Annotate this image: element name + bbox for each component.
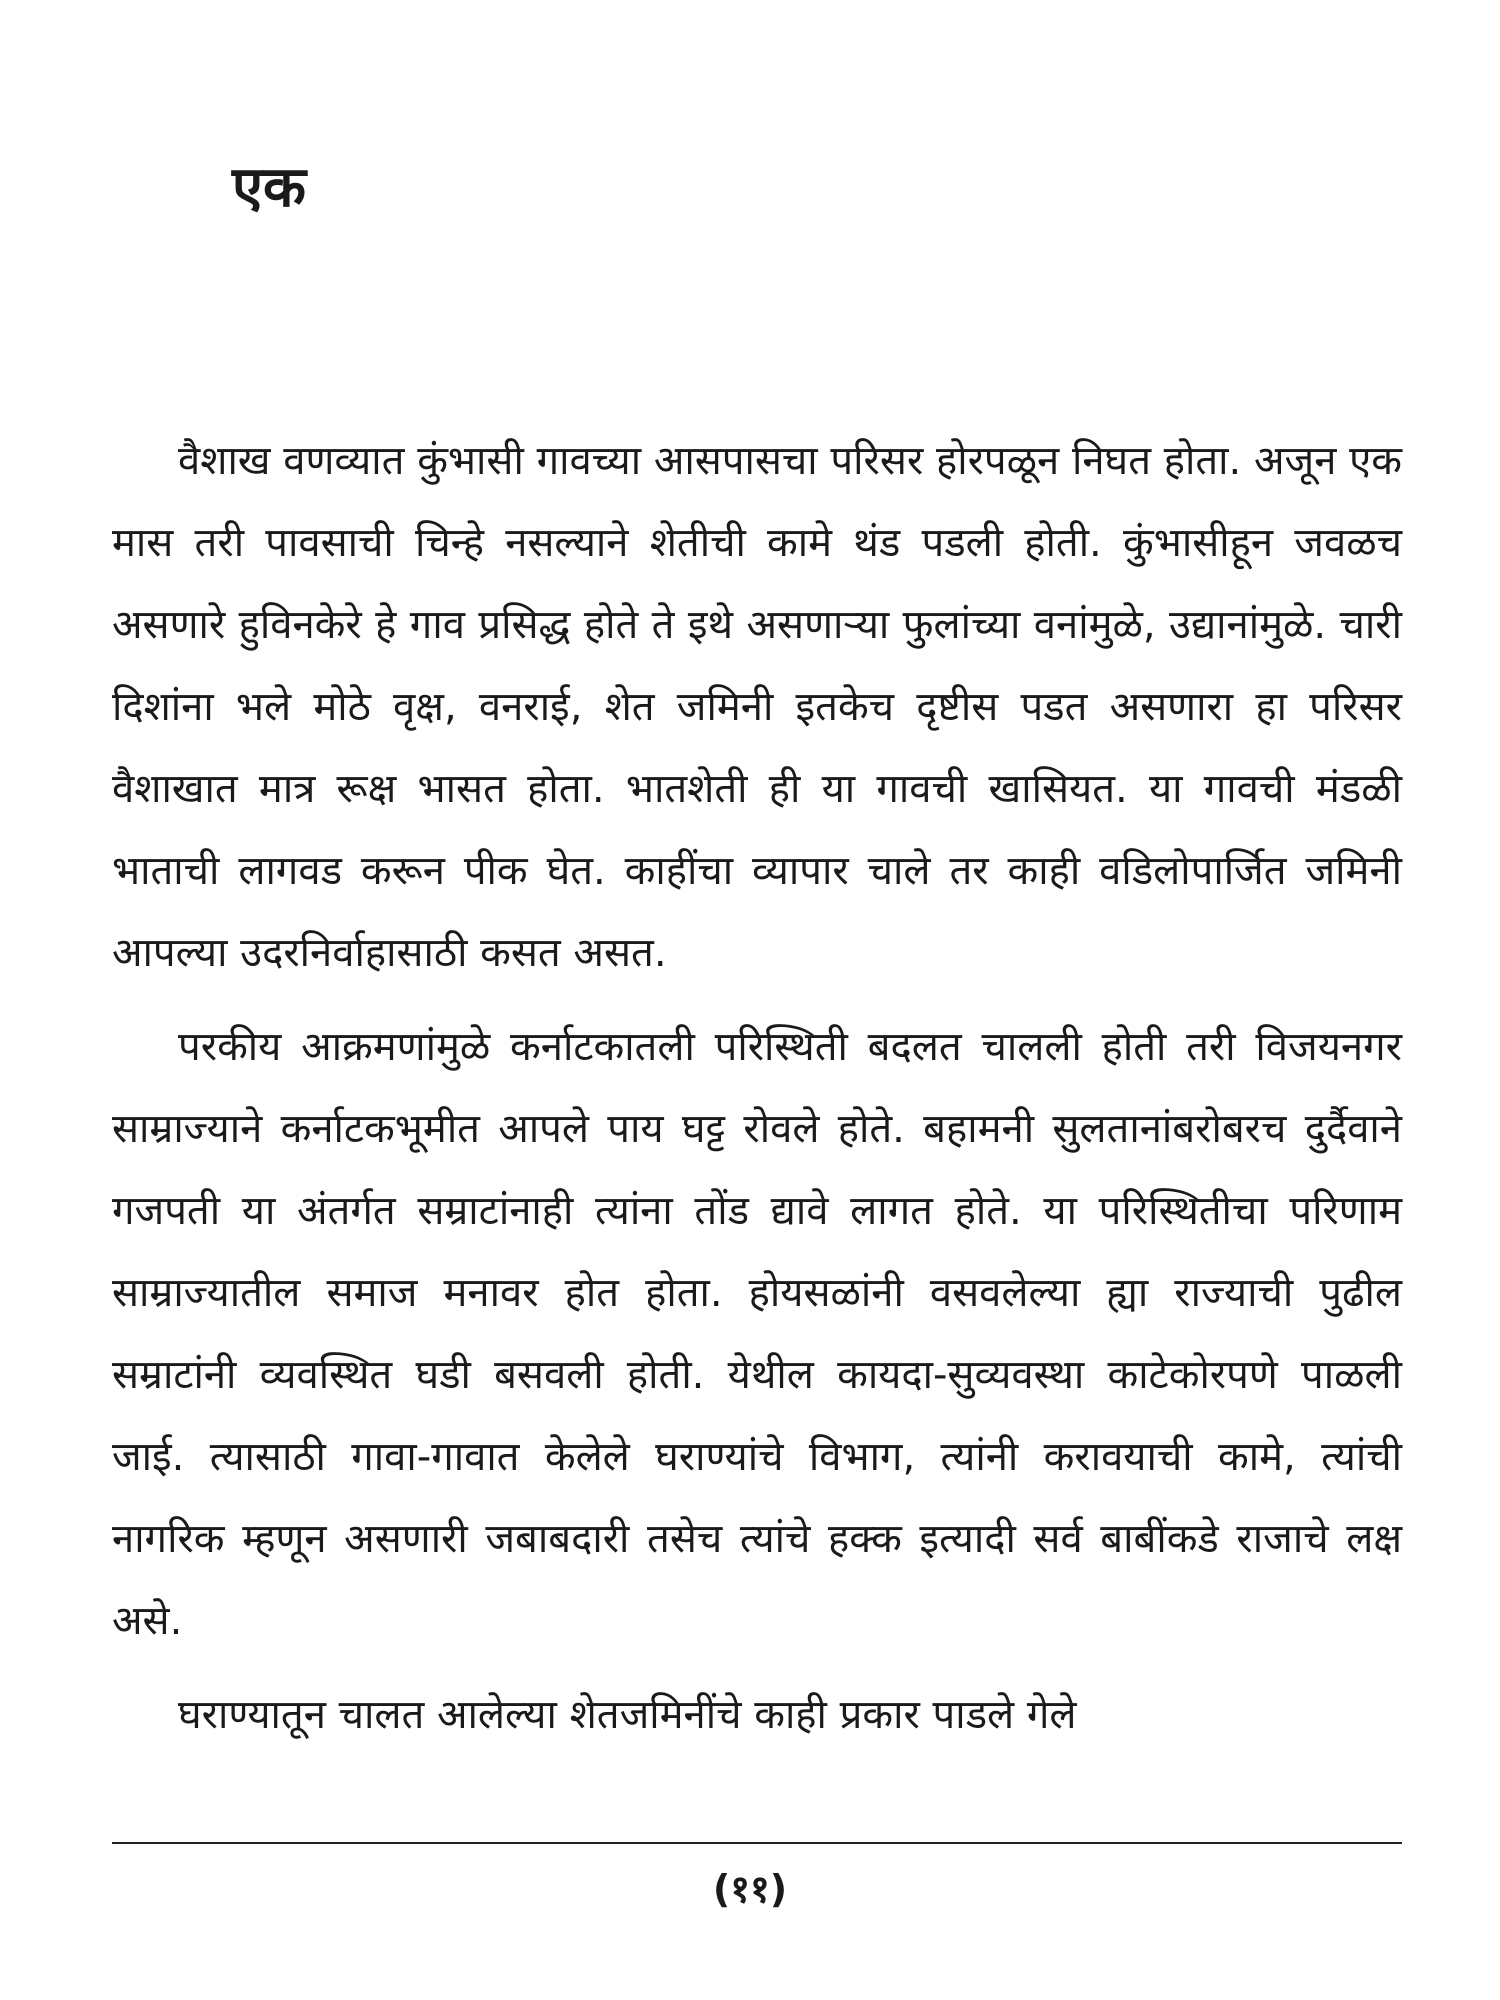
paragraph-1: वैशाख वणव्यात कुंभासी गावच्या आसपासचा परिसर होरपळून निघत होता. अजून एक मास तरी पावसाची चिन्हे नसल्याने शेतीची कामे थंड पडली होती. कुंभासीहून जवळच असणारे हुविनकेरे हे गाव प्रसिद्ध होते ते इथे असणाऱ्या फुलांच्या वनांमुळे, उद्यानांमुळे. चारी दिशांना भले मोठे वृक्ष, वनराई, शेत जमिनी इतकेच दृष्टीस पडत असणारा हा परिसर वैशाखात मात्र रूक्ष भासत होता. भातशेती ही या गावची खासियत. या गावची मंडळी भाताची लागवड करून पीक घेत. काहींचा व्यापार चाले तर काही वडिलोपार्जित जमिनी आपल्या उदरनिर्वाहासाठी कसत असत. (112, 438, 1402, 976)
paragraph-2: परकीय आक्रमणांमुळे कर्नाटकातली परिस्थिती बदलत चालली होती तरी विजयनगर साम्राज्याने कर्नाटकभूमीत आपले पाय घट्ट रोवले होते. बहामनी सुलतानांबरोबरच दुर्दैवाने गजपती या अंतर्गत सम्राटांनाही त्यांना तोंड द्यावे लागत होते. या परिस्थितीचा परिणाम साम्राज्यातील समाज मनावर होत होता. होयसळांनी वसवलेल्या ह्या राज्याची पुढील सम्राटांनी व्यवस्थित घडी बसवली होती. येथील कायदा-सुव्यवस्था काटेकोरपणे पाळली जाई. त्यासाठी गावा-गावात केलेले घराण्यांचे विभाग, त्यांनी करावयाची कामे, त्यांची नागरिक म्हणून असणारी जबाबदारी तसेच त्यांचे हक्क इत्यादी सर्व बाबींकडे राजाचे लक्ष असे. (112, 1024, 1402, 1644)
footer-rule (112, 1842, 1402, 1844)
page-number: (११) (712, 1867, 788, 1911)
chapter-body (112, 420, 1402, 1768)
chapter-heading: एक (232, 155, 306, 220)
paragraph-3: घराण्यातून चालत आलेल्या शेतजमिनींचे काही प्रकार पाडले गेले (178, 1692, 1077, 1738)
